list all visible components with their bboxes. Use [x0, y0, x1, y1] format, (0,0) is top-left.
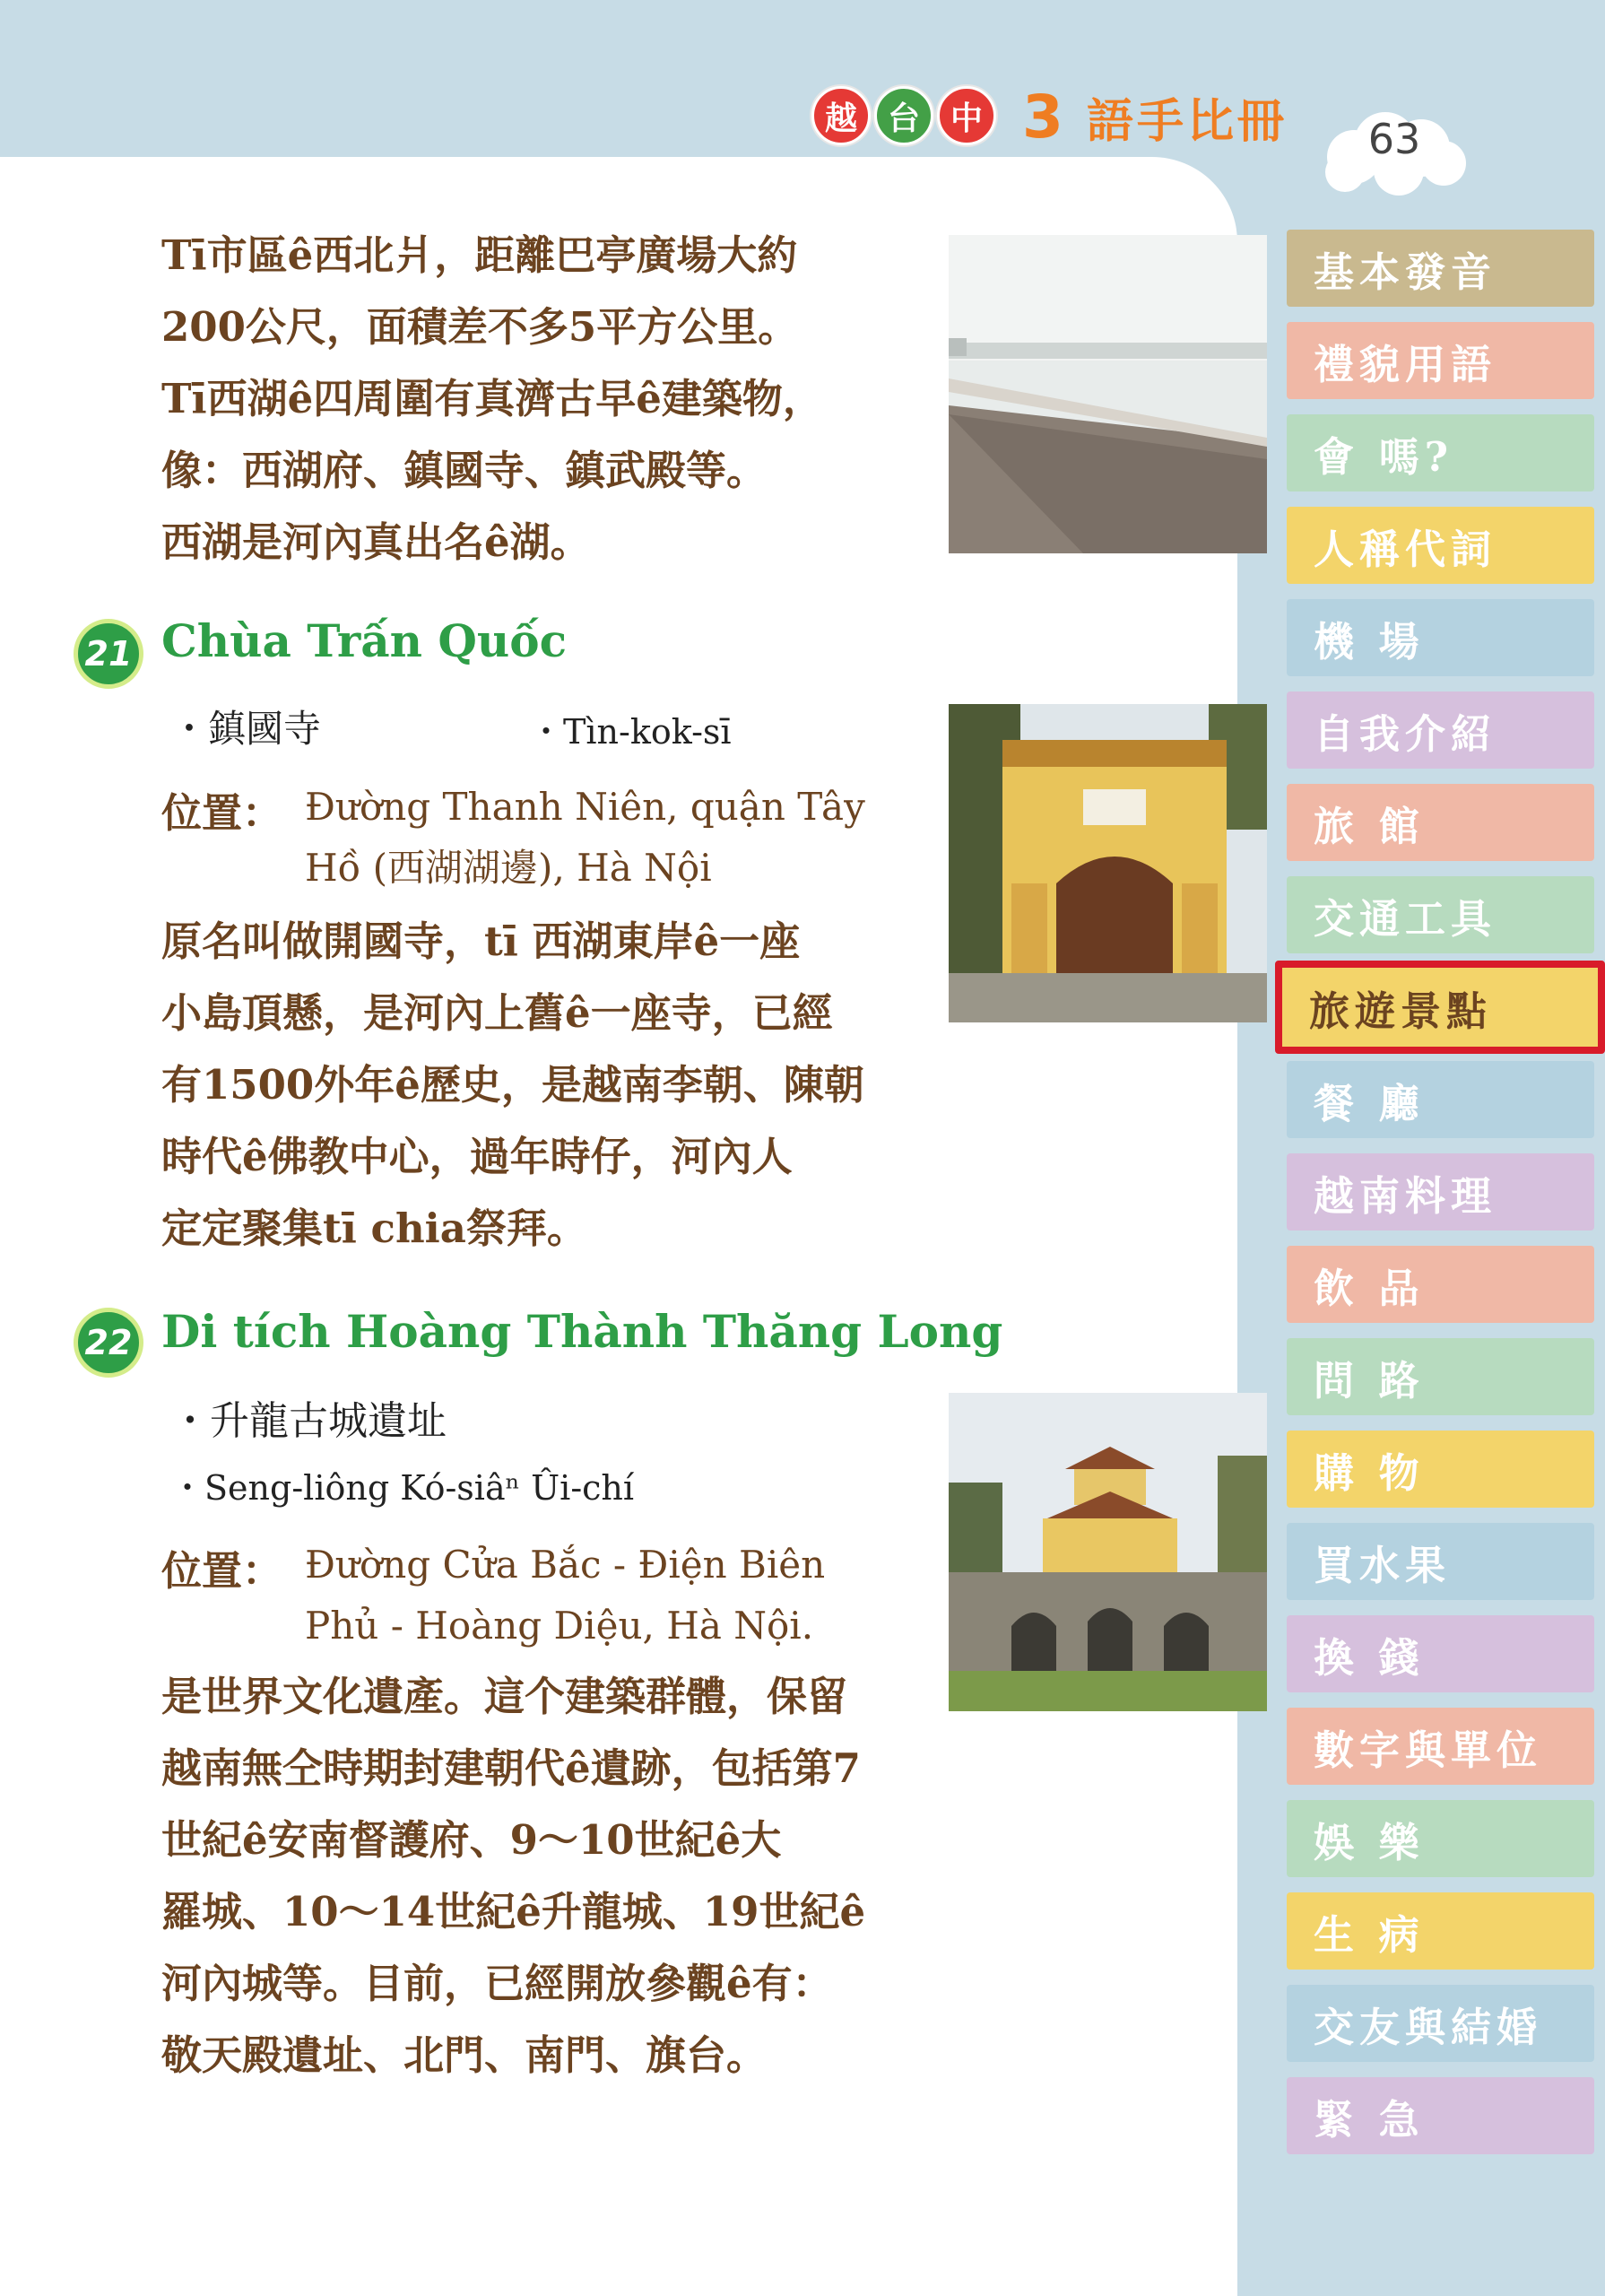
- desc-line: 小島頂懸，是河內上舊ê一座寺，已經: [161, 989, 833, 1037]
- tab-20[interactable]: [1287, 2077, 1594, 2154]
- intro-line: 200公尺，面積差不多5平方公里。: [161, 303, 799, 351]
- desc-line: 羅城、10～14世紀ê升龍城、19世紀ê: [161, 1888, 866, 1935]
- tab-label: 換 錢: [1314, 1633, 1425, 1682]
- tab-7[interactable]: [1287, 876, 1594, 953]
- tab-15[interactable]: [1287, 1615, 1594, 1692]
- tran-quoc-pagoda-photo: [949, 704, 1267, 1022]
- tab-6[interactable]: [1287, 784, 1594, 861]
- desc-line: 有1500外年ê歷史，是越南李朝、陳朝: [161, 1061, 864, 1109]
- place-name-zh: ・升龍古城遺址: [170, 1398, 447, 1444]
- tab-13[interactable]: [1287, 1431, 1594, 1508]
- tab-label: 禮貌用語: [1314, 340, 1497, 388]
- logo-circle-3: 中: [937, 86, 996, 145]
- section22-description: [161, 1661, 915, 2092]
- tab-label: 人稱代詞: [1314, 525, 1497, 573]
- tab-label: 旅遊景點: [1309, 987, 1493, 1035]
- tab-14[interactable]: [1287, 1523, 1594, 1600]
- location-line: Đường Cửa Bắc - Điện Biên: [305, 1543, 826, 1587]
- tab-17[interactable]: [1287, 1800, 1594, 1877]
- desc-line: 是世界文化遺產。這个建築群體，保留: [161, 1673, 848, 1720]
- tab-label: 生 病: [1314, 1910, 1425, 1959]
- tab-label: 緊 急: [1314, 2095, 1425, 2144]
- tab-label: 購 物: [1314, 1448, 1425, 1497]
- thang-long-citadel-photo: [949, 1393, 1267, 1711]
- tab-label: 問 路: [1314, 1356, 1425, 1405]
- section-number-22: 22: [74, 1308, 143, 1378]
- section-title-22: Di tích Hoàng Thành Thăng Long: [161, 1305, 1003, 1358]
- tab-10[interactable]: [1287, 1153, 1594, 1231]
- tab-4[interactable]: [1287, 599, 1594, 676]
- tab-label: 自我介紹: [1314, 709, 1497, 758]
- section-title-21: Chùa Trấn Quốc: [161, 614, 568, 667]
- desc-line: 敬天殿遺址、北門、南門、旗台。: [161, 2031, 768, 2079]
- tab-label: 會 嗎?: [1314, 432, 1454, 481]
- location-line: Đường Thanh Niên, quận Tây: [305, 785, 865, 829]
- page-number: 63: [1367, 115, 1421, 163]
- tab-12[interactable]: [1287, 1338, 1594, 1415]
- tab-9[interactable]: [1287, 1061, 1594, 1138]
- intro-line: 像：西湖府、鎮國寺、鎮武殿等。: [161, 447, 768, 494]
- place-name-tw: ・Tìn-kok-sī: [529, 712, 732, 752]
- intro-line: 西湖是河內真出名ê湖。: [161, 518, 591, 566]
- location-line: Phủ - Hoàng Diệu, Hà Nội.: [305, 1604, 814, 1648]
- location-line: Hồ (西湖湖邊), Hà Nội: [305, 846, 712, 890]
- book-title-text: 語手比冊: [1087, 95, 1288, 149]
- place-name-zh: ・鎮國寺: [170, 707, 322, 751]
- book-title-number: 3: [1022, 83, 1067, 152]
- intro-line: Tī西湖ê四周圍有真濟古早ê建築物，: [161, 375, 823, 422]
- book-title: [1022, 83, 1288, 152]
- desc-line: 河內城等。目前，已經開放參觀ê有：: [161, 1960, 833, 2007]
- tab-2[interactable]: [1287, 414, 1594, 491]
- section-number-21: 21: [74, 619, 143, 689]
- logo-circle-2: 台: [874, 86, 933, 145]
- tab-label: 餐 廳: [1314, 1079, 1425, 1127]
- desc-line: 時代ê佛教中心，過年時仔，河內人: [161, 1133, 793, 1180]
- tab-label: 買水果: [1314, 1541, 1452, 1589]
- tab-label: 基本發音: [1314, 248, 1497, 296]
- tab-label: 機 場: [1314, 617, 1425, 665]
- tab-3[interactable]: [1287, 507, 1594, 584]
- place-name-tw: ・Seng-liông Kó-siâⁿ Ûi-chí: [170, 1468, 635, 1508]
- desc-line: 越南無仝時期封建朝代ê遺跡，包括第7: [161, 1744, 861, 1792]
- tab-0[interactable]: [1287, 230, 1594, 307]
- section21-description: [161, 906, 915, 1265]
- desc-line: 原名叫做開國寺，tī 西湖東岸ê一座: [161, 918, 801, 965]
- tab-8[interactable]: [1275, 961, 1605, 1054]
- desc-line: 定定聚集tī chia祭拜。: [161, 1205, 587, 1252]
- west-lake-photo: [949, 235, 1267, 553]
- desc-line: 世紀ê安南督護府、9～10世紀ê大: [161, 1816, 782, 1864]
- location-label: 位置：: [161, 1547, 283, 1595]
- tab-5[interactable]: [1287, 691, 1594, 769]
- logo-circle-1: 越: [811, 86, 871, 145]
- tab-16[interactable]: [1287, 1708, 1594, 1785]
- tab-label: 飲 品: [1314, 1264, 1425, 1312]
- tab-1[interactable]: [1287, 322, 1594, 399]
- intro-paragraph: [161, 220, 915, 578]
- tab-18[interactable]: [1287, 1892, 1594, 1970]
- tab-19[interactable]: [1287, 1985, 1594, 2062]
- tab-label: 數字與單位: [1314, 1726, 1543, 1774]
- intro-line: Tī市區ê西北爿，距離巴亭廣場大約: [161, 231, 798, 279]
- tab-label: 越南料理: [1314, 1171, 1497, 1220]
- location-label: 位置：: [161, 789, 283, 837]
- tab-label: 旅 館: [1314, 802, 1425, 850]
- tab-label: 交通工具: [1314, 894, 1497, 943]
- tab-label: 交友與結婚: [1314, 2003, 1543, 2051]
- tab-label: 娛 樂: [1314, 1818, 1425, 1866]
- tab-11[interactable]: [1287, 1246, 1594, 1323]
